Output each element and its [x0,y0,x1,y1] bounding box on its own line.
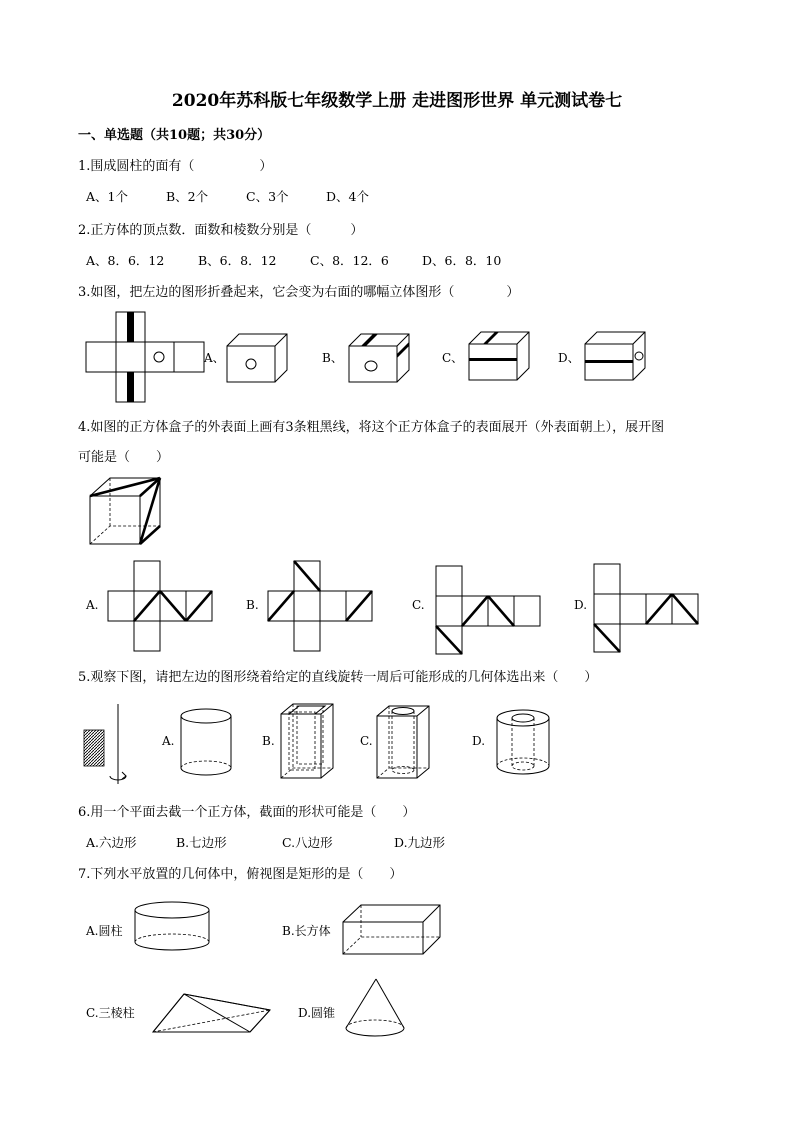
q6-option-b[interactable]: B.七边形 [176,835,227,850]
q3-cube-a [224,332,294,384]
q5-solid-b-box [278,702,338,782]
q4-net-c [436,566,542,656]
q3-cube-c [466,330,536,382]
section-heading: 一、单选题（共10题；共30分） [78,128,271,143]
question-1-stem: 1.围成圆柱的面有（ ） [78,159,273,174]
q2-option-a[interactable]: A、8．6．12 [86,253,165,268]
q4-label-c[interactable]: C. [412,598,425,612]
q5-solid-d-tube [494,708,554,778]
q5-label-a[interactable]: A. [162,734,175,748]
question-5-stem: 5.观察下图，请把左边的图形绕着给定的直线旋转一周后可能形成的几何体选出来（ ） [78,670,598,685]
q2-option-d[interactable]: D、6．8．10 [422,253,502,268]
q7-solid-c-prism [150,986,272,1036]
q1-option-b[interactable]: B、2个 [166,189,209,204]
q7-label-b[interactable]: B.长方体 [282,924,331,938]
q3-cube-d [582,330,652,382]
page-title: 2020年苏科版七年级数学上册 走进图形世界 单元测试卷七 [171,91,623,111]
q2-option-b[interactable]: B、6．8．12 [198,253,277,268]
q7-label-a[interactable]: A.圆柱 [86,924,123,938]
q7-solid-d-cone [342,976,408,1042]
q1-option-c[interactable]: C、3个 [246,189,289,204]
q4-label-b[interactable]: B. [246,598,259,612]
q5-label-c[interactable]: C. [360,734,373,748]
q7-label-d[interactable]: D.圆锥 [298,1006,336,1020]
question-6-stem: 6.用一个平面去截一个正方体，截面的形状可能是（ ） [78,805,416,820]
q3-cube-b [346,332,416,384]
q6-option-c[interactable]: C.八边形 [282,835,333,850]
q5-label-b[interactable]: B. [262,734,275,748]
question-3-stem: 3.如图，把左边的图形折叠起来，它会变为右面的哪幅立体图形（ ） [78,285,520,300]
q4-label-a[interactable]: A. [86,598,99,612]
q1-option-a[interactable]: A、1个 [86,189,128,204]
q3-label-d[interactable]: D、 [558,351,580,365]
q5-label-d[interactable]: D. [472,734,486,748]
q4-net-b [268,561,374,651]
question-4-stem-line2: 可能是（ ） [78,450,170,465]
q4-cube-figure [88,476,168,546]
q4-label-d[interactable]: D. [574,598,588,612]
q6-option-d[interactable]: D.九边形 [394,835,446,850]
question-4-stem-line1: 4.如图的正方体盒子的外表面上画有3条粗黑线，将这个正方体盒子的表面展开（外表面朝上），展开图 [78,420,665,435]
q2-option-c[interactable]: C、8．12．6 [310,253,389,268]
q7-solid-a-cylinder [132,900,214,956]
q7-label-c[interactable]: C.三棱柱 [86,1006,135,1020]
q5-solid-a-cylinder [178,706,234,778]
q3-label-b[interactable]: B、 [322,351,343,365]
question-2-stem: 2.正方体的顶点数．面数和棱数分别是（ ） [78,223,364,238]
q5-solid-c-box-hole [374,704,434,782]
question-7-stem: 7.下列水平放置的几何体中，俯视图是矩形的是（ ） [78,867,403,882]
q3-label-c[interactable]: C、 [442,351,464,365]
q7-solid-b-cuboid [340,902,444,956]
q5-rotation-figure [82,702,132,790]
q3-label-a[interactable]: A、 [204,351,225,365]
q4-net-a [108,561,214,651]
q4-net-d [594,564,700,654]
q1-option-d[interactable]: D、4个 [326,189,369,204]
q6-option-a[interactable]: A.六边形 [86,835,137,850]
q3-net-figure [86,312,206,402]
